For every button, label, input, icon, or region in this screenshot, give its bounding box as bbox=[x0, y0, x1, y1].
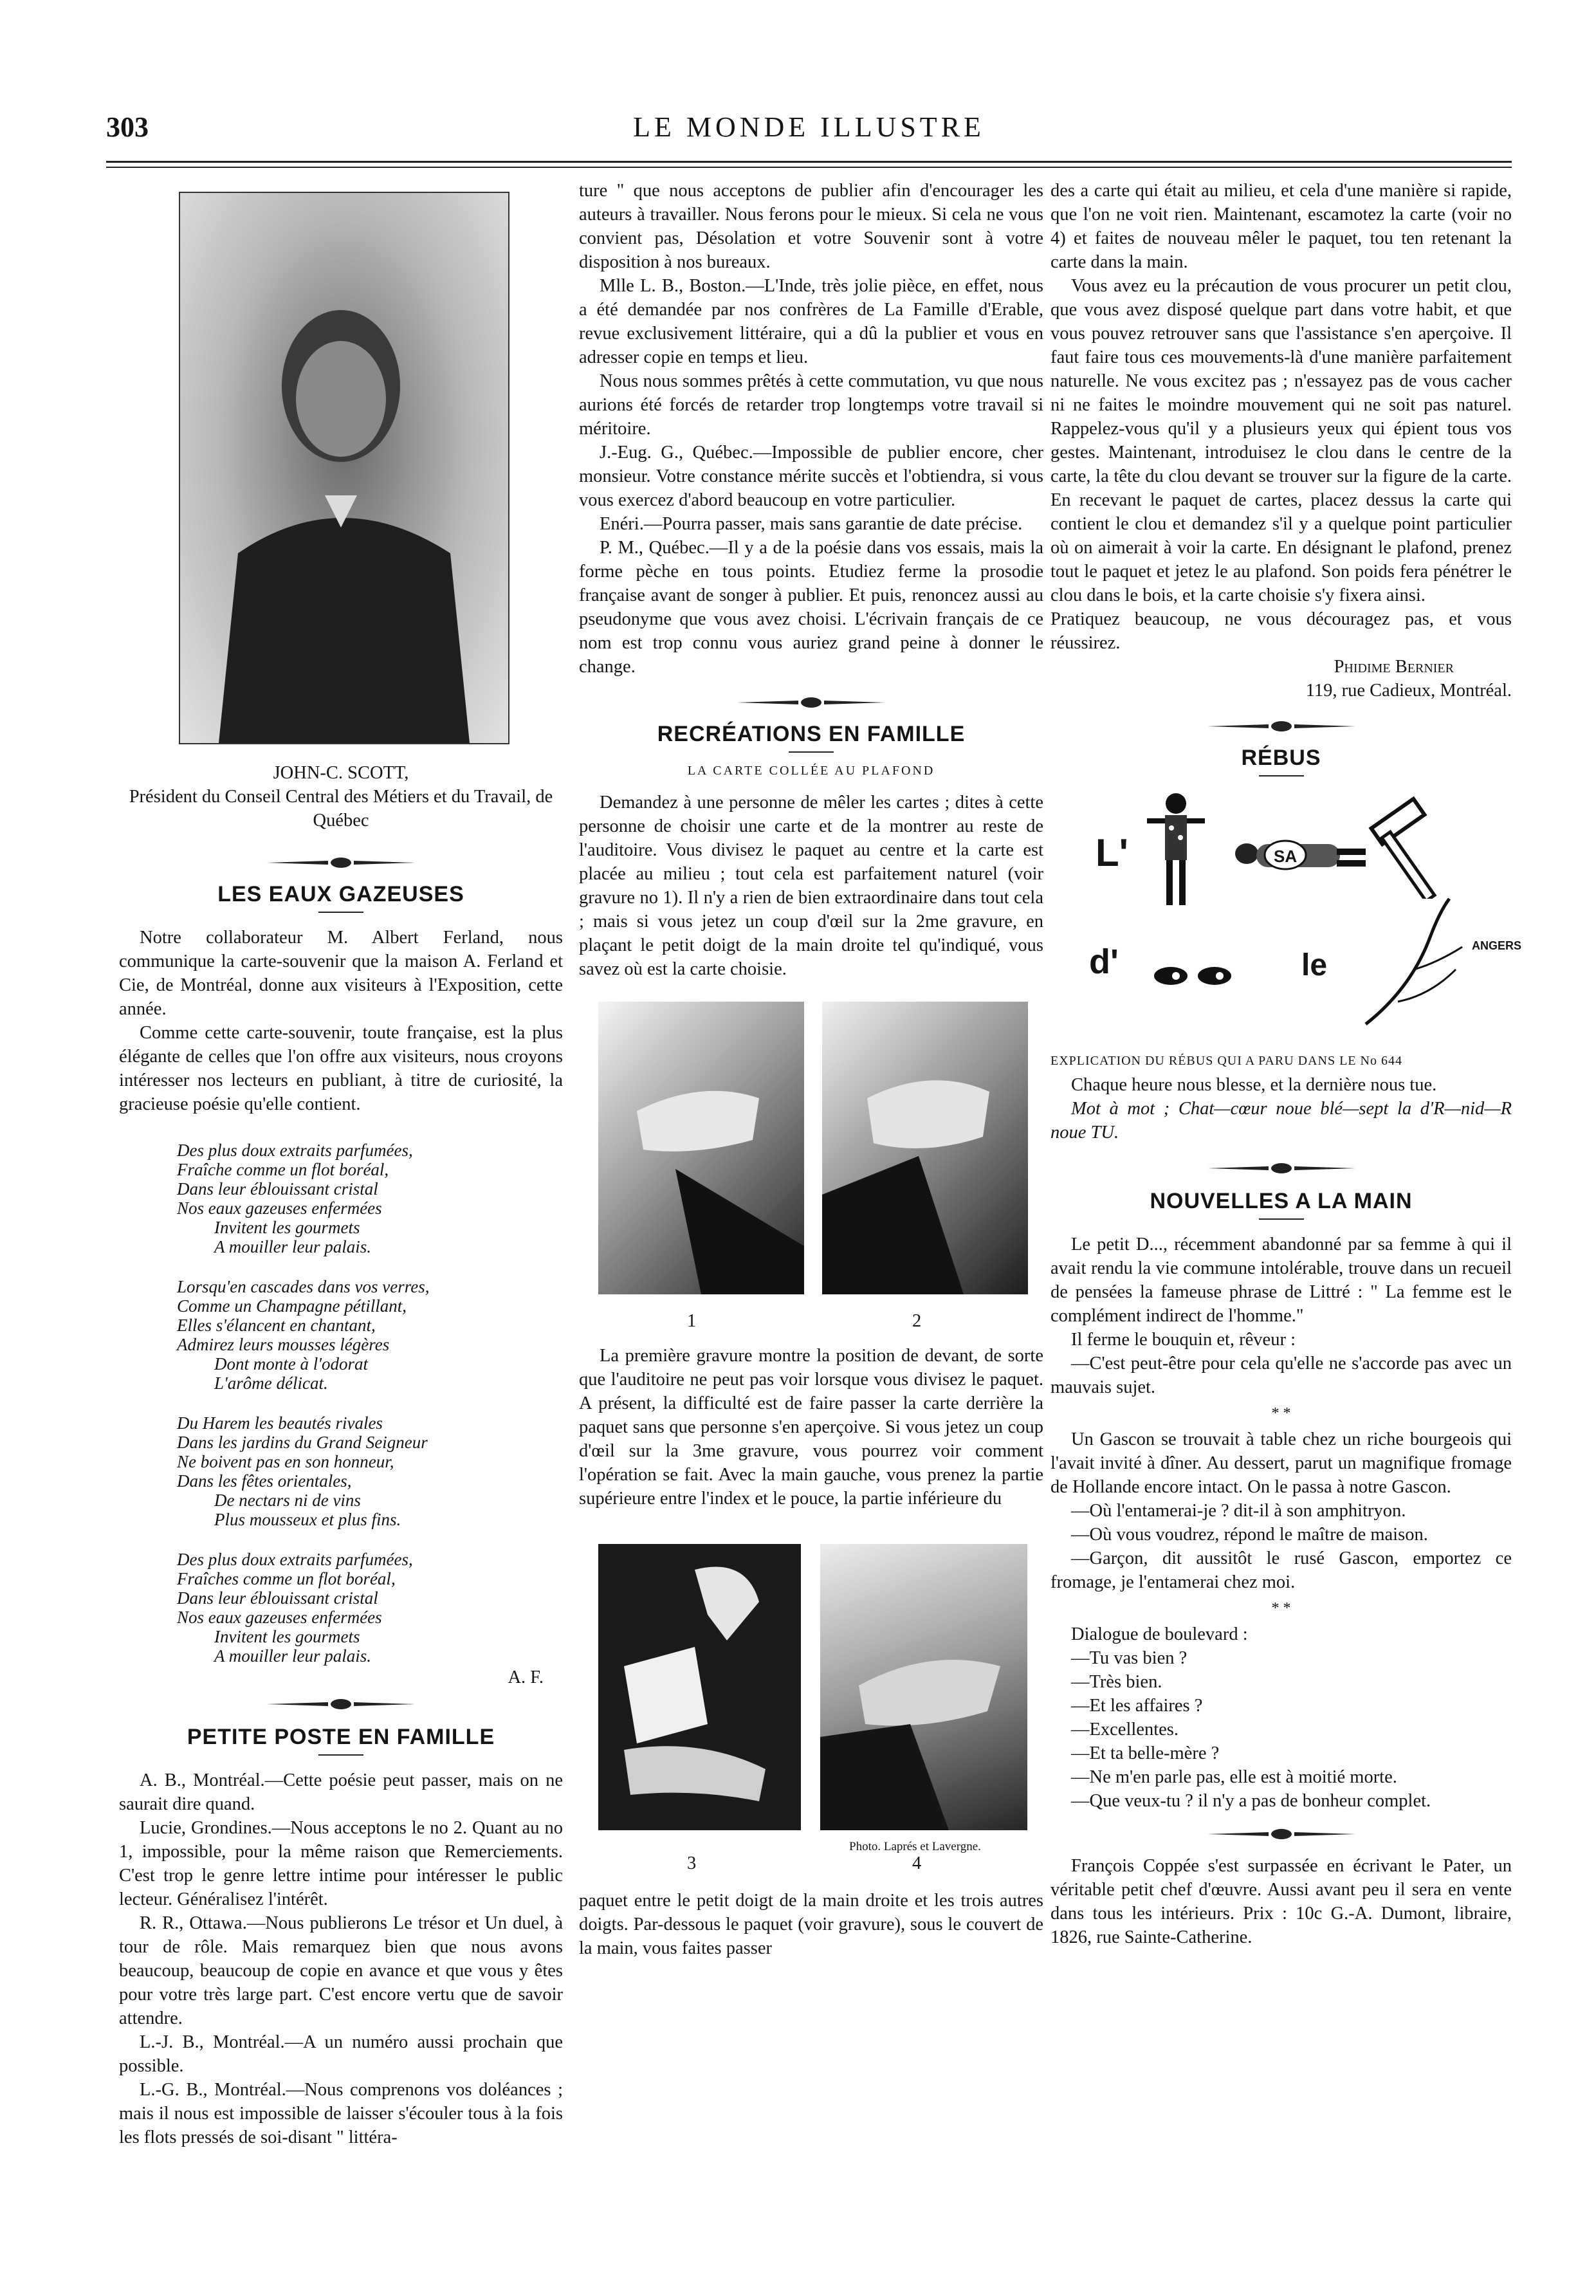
lying-man-figure bbox=[1227, 828, 1369, 886]
portrait-caption-name: JOHN-C. SCOTT, bbox=[273, 763, 409, 783]
rebus-angers-label: ANGERS bbox=[1472, 939, 1522, 952]
poem-signature: A. F. bbox=[508, 1667, 544, 1687]
recreations-paragraph-2: La première gravure montre la position de devant, de sorte que l'auditoire ne peut pas voir lorsque vous divisez le paquet. A présent, la difficulté est de faire passer la carte derrière la paquet sans que personne s'en aperçoive. Si vous jetez un coup d'œil sur la 3me gravure, vous pourrez voir comment l'opération se fait. Avec la main gauche, vous prenez la partie supérieure entre l'index et le pouce, la partie inférieure du bbox=[579, 1346, 1043, 1509]
poem-line: Plus mousseux et plus fins. bbox=[214, 1510, 401, 1529]
portrait-figure-icon bbox=[180, 193, 508, 743]
poem-line: Admirez leurs mousses légères bbox=[177, 1335, 390, 1354]
dialogue-line: —Que veux-tu ? il n'y a pas de bonheur complet. bbox=[1071, 1791, 1431, 1811]
figure-1-number: 1 bbox=[687, 1311, 697, 1331]
eaux-paragraph-2: Comme cette carte-souvenir, toute française, est la plus élégante de celles que l'on offre aux visiteurs, nous croyons intéresser nos lecteurs en publiant, à titre de curiosité, la gracieuse poésie qu'elle contient. bbox=[119, 1023, 563, 1114]
ornament-divider-icon bbox=[1207, 1827, 1355, 1841]
poem-line: A mouiller leur palais. bbox=[214, 1237, 372, 1256]
poem-stanza bbox=[177, 1141, 563, 1256]
nouvelles-paragraph: —Où l'entamerai-je ? dit-il à son amphitryon. bbox=[1071, 1501, 1406, 1521]
poste-item: Mlle L. B., Boston.—L'Inde, très jolie pièce, en effet, nous a été demandée par nos confrères de La Famille d'Erable, revue exclusivement littéraire, qui a dû la publier et vous en adresser copie en temps et lieu. bbox=[579, 276, 1043, 367]
hand-with-cards-icon bbox=[598, 1002, 804, 1294]
nouvelles-paragraph: Il ferme le bouquin et, rêveur : bbox=[1071, 1330, 1296, 1350]
hammer-icon bbox=[1359, 789, 1469, 899]
figures-1-2 bbox=[579, 1002, 1043, 1336]
poem-line: Dans leur éblouissant cristal bbox=[177, 1179, 378, 1199]
stars-separator: * * bbox=[1271, 1600, 1291, 1617]
nouvelles-paragraph: —Où vous voudrez, répond le maître de maison. bbox=[1071, 1525, 1428, 1545]
portrait-caption-title: Président du Conseil Central des Métiers et du Travail, de Québec bbox=[129, 787, 553, 831]
recreations-heading: RECRÉATIONS EN FAMILLE bbox=[657, 722, 966, 746]
poste-continued: ture " que nous acceptons de publier afin d'encourager les auteurs à travailler. Nous ferons pour le mieux. Si cela ne vous convient pas, Désolation et votre Souvenir sont à votre disposition à nos bureaux. bbox=[579, 181, 1043, 272]
poem-line: Lorsqu'en cascades dans vos verres, bbox=[177, 1277, 430, 1296]
masthead: LE MONDE ILLUSTRE bbox=[633, 111, 985, 143]
nouvelles-paragraph: Un Gascon se trouvait à table chez un riche bourgeois qui l'avait invité à dîner. Au dessert, parut un magnifique fromage de Hollande encore intact. On le passa à notre Gascon. bbox=[1050, 1429, 1512, 1497]
poste-heading: PETITE POSTE EN FAMILLE bbox=[187, 1725, 495, 1749]
poem-line: Des plus doux extraits parfumées, bbox=[177, 1550, 413, 1569]
portrait-photo bbox=[179, 192, 509, 744]
poste-item: Lucie, Grondines.—Nous acceptons le no 2. Quant au no 1, impossible, pour la même raison que Remerciements. C'est trop le genre lettre intime pour intéresser le public lecteur. Généralisez l'intérêt. bbox=[119, 1818, 563, 1909]
eyes-icon bbox=[1150, 960, 1240, 992]
dialogue-line: —Très bien. bbox=[1071, 1672, 1162, 1692]
photo-credit: Photo. Laprés et Lavergne. bbox=[849, 1840, 981, 1853]
dialogue-line: —Ne m'en parle pas, elle est à moitié morte. bbox=[1071, 1767, 1397, 1787]
poem-line: Ne boivent pas en son honneur, bbox=[177, 1452, 394, 1471]
dialogue-line: —Et les affaires ? bbox=[1071, 1696, 1203, 1716]
dialogue-line: Dialogue de boulevard : bbox=[1071, 1624, 1248, 1644]
poste-item: A. B., Montréal.—Cette poésie peut passer, mais on ne saurait dire quand. bbox=[119, 1770, 563, 1814]
nouvelles-heading: NOUVELLES A LA MAIN bbox=[1150, 1189, 1413, 1213]
header-rule bbox=[106, 161, 1512, 168]
rebus-letter-d: d' bbox=[1089, 942, 1119, 981]
eaux-paragraph-1: Notre collaborateur M. Albert Ferland, nous communique la carte-souvenir que la maison A. Ferland et Cie, de Montréal, donne aux visiteurs à l'Exposition, cette année. bbox=[119, 928, 563, 1019]
rebus-heading: RÉBUS bbox=[1241, 746, 1321, 770]
poste-item: Nous nous sommes prêtés à cette commutation, vu que nous aurions été forcés de retarder trop longtemps votre travail si méritoire. bbox=[579, 371, 1043, 439]
recreations-paragraph-1: Demandez à une personne de mêler les cartes ; dites à cette personne de choisir une carte et de la montrer au reste de l'auditoire. Vous divisez le paquet au centre et la carte est placée au milieu ; tout cela est parfaitement naturel (voir gravure no 1). Il n'y a rien de bien extraordinaire dans tout cela ; mais si vous jetez un coup d'œil sur la 2me gravure, en plaçant le petit doigt de la main droite tel qu'indiqué, vous savez où est la carte choisie. bbox=[579, 793, 1043, 979]
stars-separator: * * bbox=[1271, 1405, 1291, 1422]
rebus-word-le: le bbox=[1301, 948, 1328, 982]
poem-line: Fraîche comme un flot boréal, bbox=[177, 1160, 389, 1179]
poem-line: Elles s'élancent en chantant, bbox=[177, 1316, 376, 1335]
heading-rule bbox=[318, 1754, 363, 1756]
column-2 bbox=[579, 179, 1043, 1960]
rebus-explanation-2: Mot à mot ; Chat—cœur noue blé—sept la d'R—nid—R noue TU. bbox=[1050, 1099, 1512, 1143]
page-number: 303 bbox=[106, 111, 149, 143]
poste-item: Enéri.—Pourra passer, mais sans garantie de date précise. bbox=[600, 514, 1023, 534]
poem-line: Dans les jardins du Grand Seigneur bbox=[177, 1433, 428, 1452]
hand-with-cards-icon bbox=[820, 1544, 1027, 1830]
ornament-divider-icon bbox=[1207, 1161, 1355, 1175]
ornament-divider-icon bbox=[737, 695, 885, 710]
ornament-divider-icon bbox=[267, 856, 415, 870]
recreations-paragraph-3: paquet entre le petit doigt de la main droite et les trois autres doigts. Par-dessous le paquet (voir gravure), sous le couvert de la main, vous faites passer bbox=[579, 1891, 1043, 1958]
heading-rule bbox=[1259, 1218, 1304, 1220]
column-1 bbox=[119, 179, 563, 2149]
rebus-letter-l: L' bbox=[1096, 831, 1128, 874]
figure-4-number: 4 bbox=[912, 1853, 922, 1873]
ornament-divider-icon bbox=[267, 1697, 415, 1711]
poem-stanza bbox=[177, 1550, 563, 1666]
poste-item: J.-Eug. G., Québec.—Impossible de publier encore, cher monsieur. Votre constance mérite succès et l'obtiendra, si vous vous exercez d'abord beaucoup en votre particulier. bbox=[579, 443, 1043, 510]
poste-item: P. M., Québec.—Il y a de la poésie dans vos essais, mais la forme pèche en tous points. Etudiez ferme la prosodie française avant de songer à publier. Et puis, renoncez aussi au pseudonyme que vous avez choisi. L'écrivain français de ce nom est trop connu vous auriez grand peine à donner le change. bbox=[579, 538, 1043, 677]
hand-with-cards-icon bbox=[598, 1544, 801, 1830]
poem-line: Dont monte à l'odorat bbox=[214, 1354, 369, 1373]
poem-line: De nectars ni de vins bbox=[214, 1491, 361, 1510]
nouvelles-paragraph: Le petit D..., récemment abandonné par sa femme à qui il avait rendu la vie commune intolérable, trouve dans un recueil de pensées la fameuse phrase de Littré : " La femme est le complément indirect de l'homme." bbox=[1050, 1235, 1512, 1326]
dialogue-line: —Excellentes. bbox=[1071, 1720, 1179, 1740]
rebus-explanation-1: Chaque heure nous blesse, et la dernière nous tue. bbox=[1071, 1075, 1437, 1095]
eaux-heading: LES EAUX GAZEUSES bbox=[217, 882, 464, 906]
ornament-divider-icon bbox=[1207, 719, 1355, 733]
tree-branch-icon bbox=[1359, 892, 1488, 1027]
figures-3-4 bbox=[579, 1544, 1043, 1878]
dialogue-line: —Tu vas bien ? bbox=[1071, 1648, 1188, 1668]
heading-rule bbox=[1259, 775, 1304, 776]
poem-stanza bbox=[177, 1413, 563, 1529]
poem-line: L'arôme délicat. bbox=[214, 1373, 328, 1393]
poem-line: Du Harem les beautés rivales bbox=[177, 1413, 383, 1433]
rebus-sa-label: SA bbox=[1274, 847, 1298, 866]
signature-address: 119, rue Cadieux, Montréal. bbox=[1305, 681, 1512, 701]
poem-line: Invitent les gourmets bbox=[214, 1218, 360, 1237]
heading-rule bbox=[318, 912, 363, 913]
man-figure-icon bbox=[1141, 789, 1211, 912]
poste-item: R. R., Ottawa.—Nous publierons Le trésor et Un duel, à tour de rôle. Mais remarquez bien que nous avons beaucoup, beaucoup de copie en avance et que vous y êtes pour votre très large part. C'est encore vertu que de savoir attendre. bbox=[119, 1913, 563, 2028]
poem-line: Nos eaux gazeuses enfermées bbox=[177, 1608, 382, 1627]
poem-line: Invitent les gourmets bbox=[214, 1627, 360, 1646]
figure-4-photo bbox=[820, 1544, 1027, 1830]
heading-rule bbox=[789, 751, 834, 753]
nouvelles-paragraph: —Garçon, dit aussitôt le rusé Gascon, emportez ce fromage, je l'entamerai chez moi. bbox=[1050, 1548, 1512, 1592]
recreations-continued-3: Pratiquez beaucoup, ne vous découragez pas, et vous réussirez. bbox=[1050, 609, 1512, 653]
poste-item: L.-J. B., Montréal.—A un numéro aussi prochain que possible. bbox=[119, 2032, 563, 2076]
poem-line: Dans leur éblouissant cristal bbox=[177, 1588, 378, 1608]
nouvelles-paragraph: —C'est peut-être pour cela qu'elle ne s'accorde pas avec un mauvais sujet. bbox=[1050, 1354, 1512, 1397]
poste-item: L.-G. B., Montréal.—Nous comprenons vos doléances ; mais il nous est impossible de laisser s'écouler tous à la fois les flots pressés de soi-disant " littéra- bbox=[119, 2080, 563, 2147]
poem-line: Des plus doux extraits parfumées, bbox=[177, 1141, 413, 1160]
rebus-explanation-heading: EXPLICATION DU RÉBUS QUI A PARU DANS LE No 644 bbox=[1050, 1054, 1402, 1068]
recreations-continued-2: Vous avez eu la précaution de vous procurer un petit clou, que vous avez disposé quelque part dans votre habit, et que vous pouvez retrouver sans que l'assistance s'en aperçoive. Il faut faire tous ces mouvements-là d'une manière parfaitement naturelle. Ne vous excitez pas ; n'essayez pas de vous cacher ni ne faites le moindre mouvement qui ne soit pas naturel. Rappelez-vous qu'il y a plusieurs yeux qui épient tous vos gestes. Maintenant, introduisez le clou dans le centre de la carte, la tête du clou devant se trouver sur la figure de la carte. En recevant le paquet de cartes, placez dessus la carte qui contient le clou et demandez s'il y a quelque point particulier où on aimerait à voir la carte. En désignant le plafond, prenez tout le paquet et jetez le au plafond. Son poids fera pénétrer le clou dans le bois, et la carte choisie s'y fixera ainsi. bbox=[1050, 276, 1512, 605]
poem-line: Dans les fêtes orientales, bbox=[177, 1471, 352, 1491]
poem-stanza bbox=[177, 1277, 563, 1393]
recreations-subheading: LA CARTE COLLÉE AU PLAFOND bbox=[687, 764, 935, 778]
page-header bbox=[106, 111, 1512, 149]
figure-1-photo bbox=[598, 1002, 804, 1294]
poem-line: Fraîches comme un flot boréal, bbox=[177, 1569, 396, 1588]
dialogue-line: —Et ta belle-mère ? bbox=[1071, 1743, 1220, 1763]
figure-2-photo bbox=[822, 1002, 1028, 1294]
column-3 bbox=[1050, 179, 1522, 1949]
poem bbox=[177, 1141, 563, 1666]
poem-line: Nos eaux gazeuses enfermées bbox=[177, 1199, 382, 1218]
rebus-puzzle bbox=[1050, 789, 1522, 1034]
hand-with-cards-icon bbox=[822, 1002, 1028, 1294]
lying-man-icon bbox=[1227, 828, 1369, 886]
poem-line: Comme un Champagne pétillant, bbox=[177, 1296, 407, 1316]
poem-line: A mouiller leur palais. bbox=[214, 1646, 372, 1666]
figure-3-photo bbox=[598, 1544, 801, 1830]
figure-3-number: 3 bbox=[687, 1853, 697, 1873]
recreations-continued-1: des a carte qui était au milieu, et cela d'une manière si rapide, que l'on ne voit rien. Maintenant, escamotez la carte (voir no 4) et faites de nouveau mêler le paquet, tou ten retenant la carte dans la main. bbox=[1050, 181, 1512, 272]
signature-name: Phidime Bernier bbox=[1334, 657, 1454, 677]
coppee-notice: François Coppée s'est surpassée en écrivant le Pater, un véritable petit chef d'œuvre. Aussi avant peu il sera en vente dans tous les intérieurs. Prix : 10c G.-A. Dumont, libraire, 1826, rue Sainte-Catherine. bbox=[1050, 1856, 1512, 1947]
figure-2-number: 2 bbox=[912, 1311, 922, 1331]
